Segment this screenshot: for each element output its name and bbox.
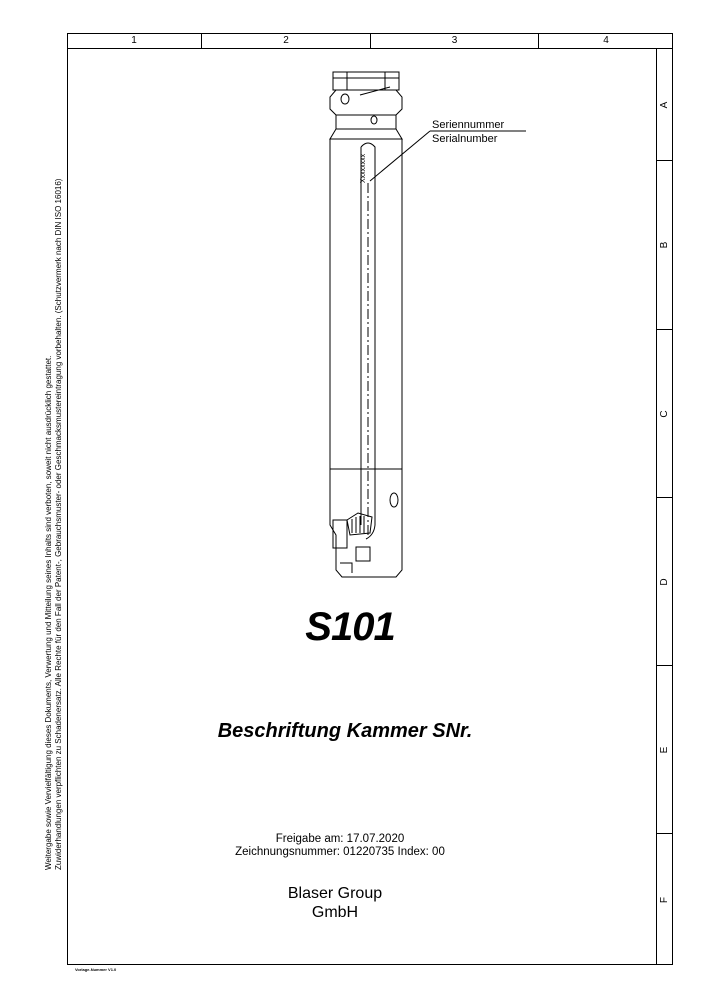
row-label: F xyxy=(659,896,670,903)
row-b xyxy=(657,161,673,330)
row-d xyxy=(657,498,673,666)
template-tag: Vorlage-Nummer V1.0 xyxy=(75,967,117,972)
row-label: D xyxy=(659,577,670,586)
protection-notice-line-2: Zuwiderhandlungen verpflichten zu Schadenersatz. Alle Rechte für den Fall der Patent-, Gebrauchsmuster- oder Geschmacksmustereintragung vorbehalten. (Schutzvermerk nach DIN ISO 16016) xyxy=(54,178,63,870)
protection-notice-line-1: Weitergabe sowie Vervielfältigung dieses Dokuments, Verwertung und Mitteilung seines Inhalts sind verboten, soweit nicht ausdrücklich gestattet. xyxy=(44,355,53,870)
row-f xyxy=(657,834,673,965)
callout-label-de: Seriennummer xyxy=(432,119,505,131)
row-c xyxy=(657,330,673,498)
company-line-2: GmbH xyxy=(311,904,359,921)
row-label: C xyxy=(659,409,670,418)
drawing-title: S101 xyxy=(305,605,395,649)
column-2 xyxy=(202,33,371,48)
breech-step xyxy=(340,563,352,573)
column-label: 2 xyxy=(283,35,289,46)
drawing-subtitle: Beschriftung Kammer SNr. xyxy=(217,720,473,742)
column-3 xyxy=(371,33,539,48)
release-info xyxy=(200,833,480,859)
shoulder-outline xyxy=(330,129,402,139)
neck-outline xyxy=(336,115,396,129)
protection-notice xyxy=(44,40,64,870)
release-date: Freigabe am: 17.07.2020 xyxy=(275,833,405,845)
column-label: 1 xyxy=(131,35,137,46)
row-grid xyxy=(656,49,673,965)
vent-hole xyxy=(390,493,398,507)
callout-label-en: Serialnumber xyxy=(432,133,498,145)
column-label: 3 xyxy=(451,35,458,46)
drawing-number: Zeichnungsnummer: 01220735 Index: 00 xyxy=(235,846,445,858)
column-label: 4 xyxy=(603,35,609,46)
row-e xyxy=(657,666,673,834)
collar-bevel-line xyxy=(360,87,390,95)
collar-hole xyxy=(341,94,349,104)
chamber-technical-drawing xyxy=(300,65,560,585)
column-4 xyxy=(539,33,673,48)
company-line-1: Blaser Group xyxy=(287,885,383,902)
serial-engraving: Xxxxxxxx xyxy=(360,153,367,183)
column-1 xyxy=(67,33,202,48)
body-outline xyxy=(330,139,402,469)
column-grid xyxy=(67,33,673,49)
row-a xyxy=(657,49,673,161)
row-label: A xyxy=(659,101,670,108)
collar-pin xyxy=(371,116,377,124)
row-label: E xyxy=(659,746,670,753)
breech-square xyxy=(356,547,370,561)
row-label: B xyxy=(659,241,670,249)
company-name xyxy=(220,884,450,922)
